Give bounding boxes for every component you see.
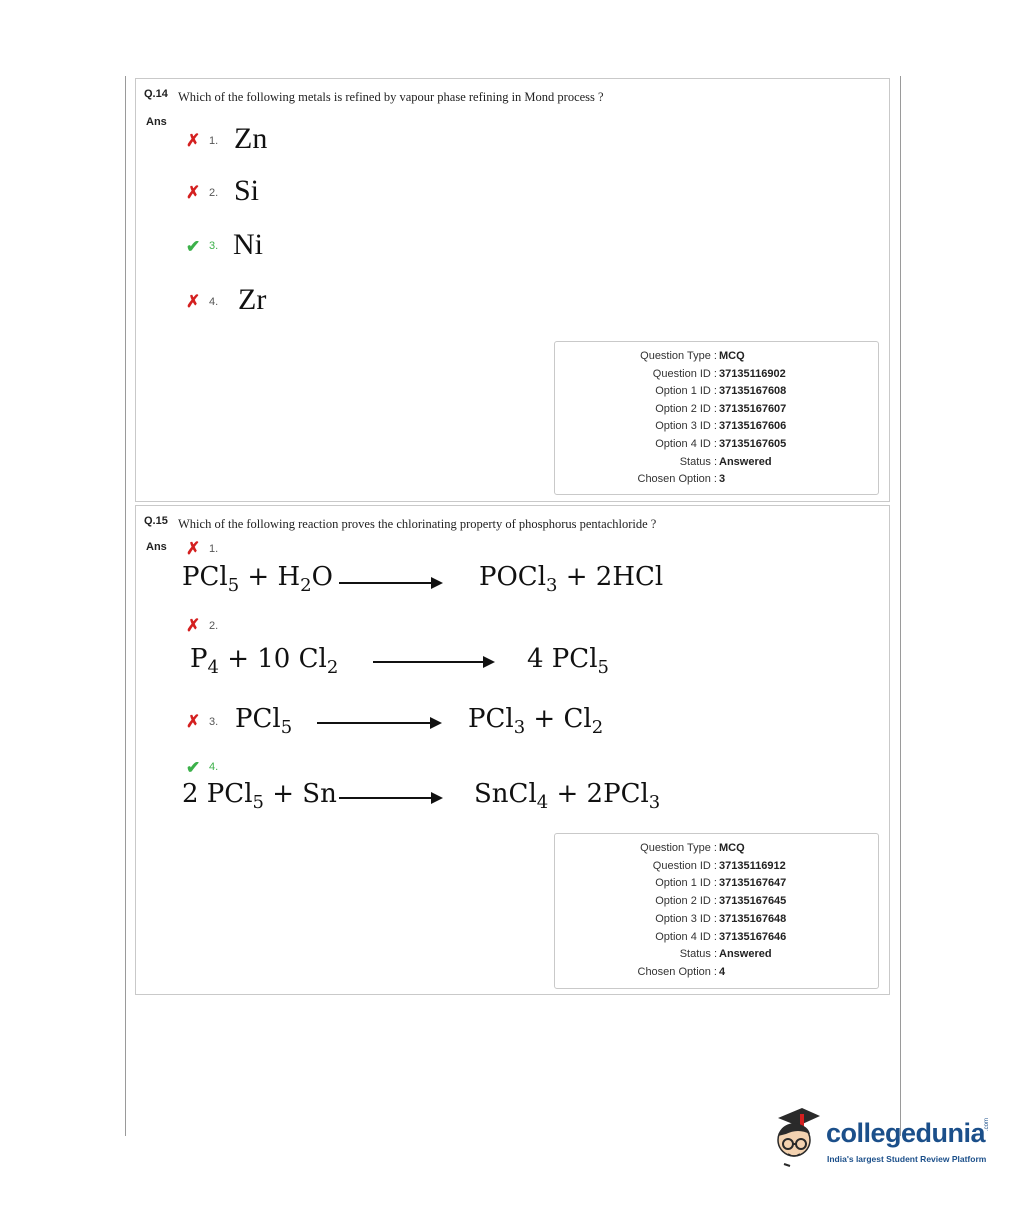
equation-products: 4 PCl$_5$	[527, 644, 609, 678]
option-content: Si	[234, 174, 260, 207]
cross-icon: ✗	[186, 616, 201, 635]
question-number: Q.15	[144, 515, 168, 527]
logo-suffix: .com	[984, 1117, 990, 1131]
info-row: Question Type : MCQ	[640, 842, 745, 854]
reaction-arrow-icon	[339, 797, 441, 799]
option-number: 4.	[209, 761, 219, 773]
cross-icon: ✗	[186, 539, 201, 558]
option-number: 3.	[209, 716, 219, 728]
check-icon: ✔	[186, 237, 201, 256]
equation-reactants: 2 PCl$_5$ + Sn	[182, 779, 337, 813]
info-row: Chosen Option : 3	[637, 473, 726, 485]
question-text: Which of the following metals is refined by vapour phase refining in Mond process ?	[178, 90, 604, 104]
equation-products: $PCl_3 + Cl_2$	[468, 704, 604, 738]
option-number: 1.	[209, 135, 219, 147]
equation-products: POCl$_3$ + 2HCl	[479, 562, 664, 596]
option-number: 4.	[209, 296, 219, 308]
reaction-arrow-icon	[317, 722, 440, 724]
option-content: Zn	[234, 122, 268, 155]
question-number: Q.14	[144, 88, 168, 100]
reaction-arrow-icon	[373, 661, 493, 663]
page-border-right	[900, 76, 901, 1136]
question-info-panel	[554, 341, 879, 495]
equation-reactants: PCl$_5$	[235, 704, 293, 738]
info-row: Question ID : 37135116912	[652, 860, 786, 872]
logo-tagline: India's largest Student Review Platform	[827, 1154, 987, 1164]
option-number: 1.	[209, 543, 219, 555]
option-number: 2.	[209, 620, 219, 632]
cross-icon: ✗	[186, 131, 201, 150]
page-border-left	[125, 76, 126, 1136]
info-row: Chosen Option : 4	[637, 966, 726, 978]
info-row: Question Type : MCQ	[640, 350, 745, 362]
equation-reactants: $P_4 + 10$ $Cl_2$	[190, 644, 339, 678]
mascot-icon	[768, 1104, 824, 1168]
info-row: Option 4 ID : 37135167646	[655, 931, 787, 943]
info-row: Option 2 ID : 37135167607	[655, 403, 787, 415]
question-block-15	[135, 505, 890, 995]
info-row: Option 1 ID : 37135167647	[655, 877, 787, 889]
option-number: 3.	[209, 240, 219, 252]
info-row: Option 2 ID : 37135167645	[655, 895, 787, 907]
equation-reactants: $PCl_5 + H_2O$	[182, 562, 333, 596]
question-info-panel	[554, 833, 879, 989]
info-row: Option 3 ID : 37135167648	[655, 913, 787, 925]
equation-products: SnCl$_4$ + 2PCl$_3$	[474, 779, 661, 813]
cross-icon: ✗	[186, 292, 201, 311]
info-row: Option 4 ID : 37135167605	[655, 438, 787, 450]
answer-label: Ans	[146, 541, 167, 553]
reaction-arrow-icon	[339, 582, 441, 584]
option-number: 2.	[209, 187, 219, 199]
question-block-14	[135, 78, 890, 502]
logo-wordmark: collegedunia	[826, 1118, 986, 1148]
info-row: Question ID : 37135116902	[652, 368, 786, 380]
info-row: Option 3 ID : 37135167606	[655, 420, 787, 432]
cross-icon: ✗	[186, 712, 201, 731]
collegedunia-logo[interactable]	[768, 1104, 993, 1174]
option-content: Zr	[238, 283, 267, 316]
info-row: Status : Answered	[679, 948, 772, 960]
info-row: Option 1 ID : 37135167608	[655, 385, 787, 397]
answer-label: Ans	[146, 116, 167, 128]
question-text: Which of the following reaction proves the chlorinating property of phosphorus pentachloride ?	[178, 517, 657, 531]
option-content: Ni	[233, 228, 263, 261]
cross-icon: ✗	[186, 183, 201, 202]
check-icon: ✔	[186, 758, 201, 777]
info-row: Status : Answered	[679, 456, 772, 468]
